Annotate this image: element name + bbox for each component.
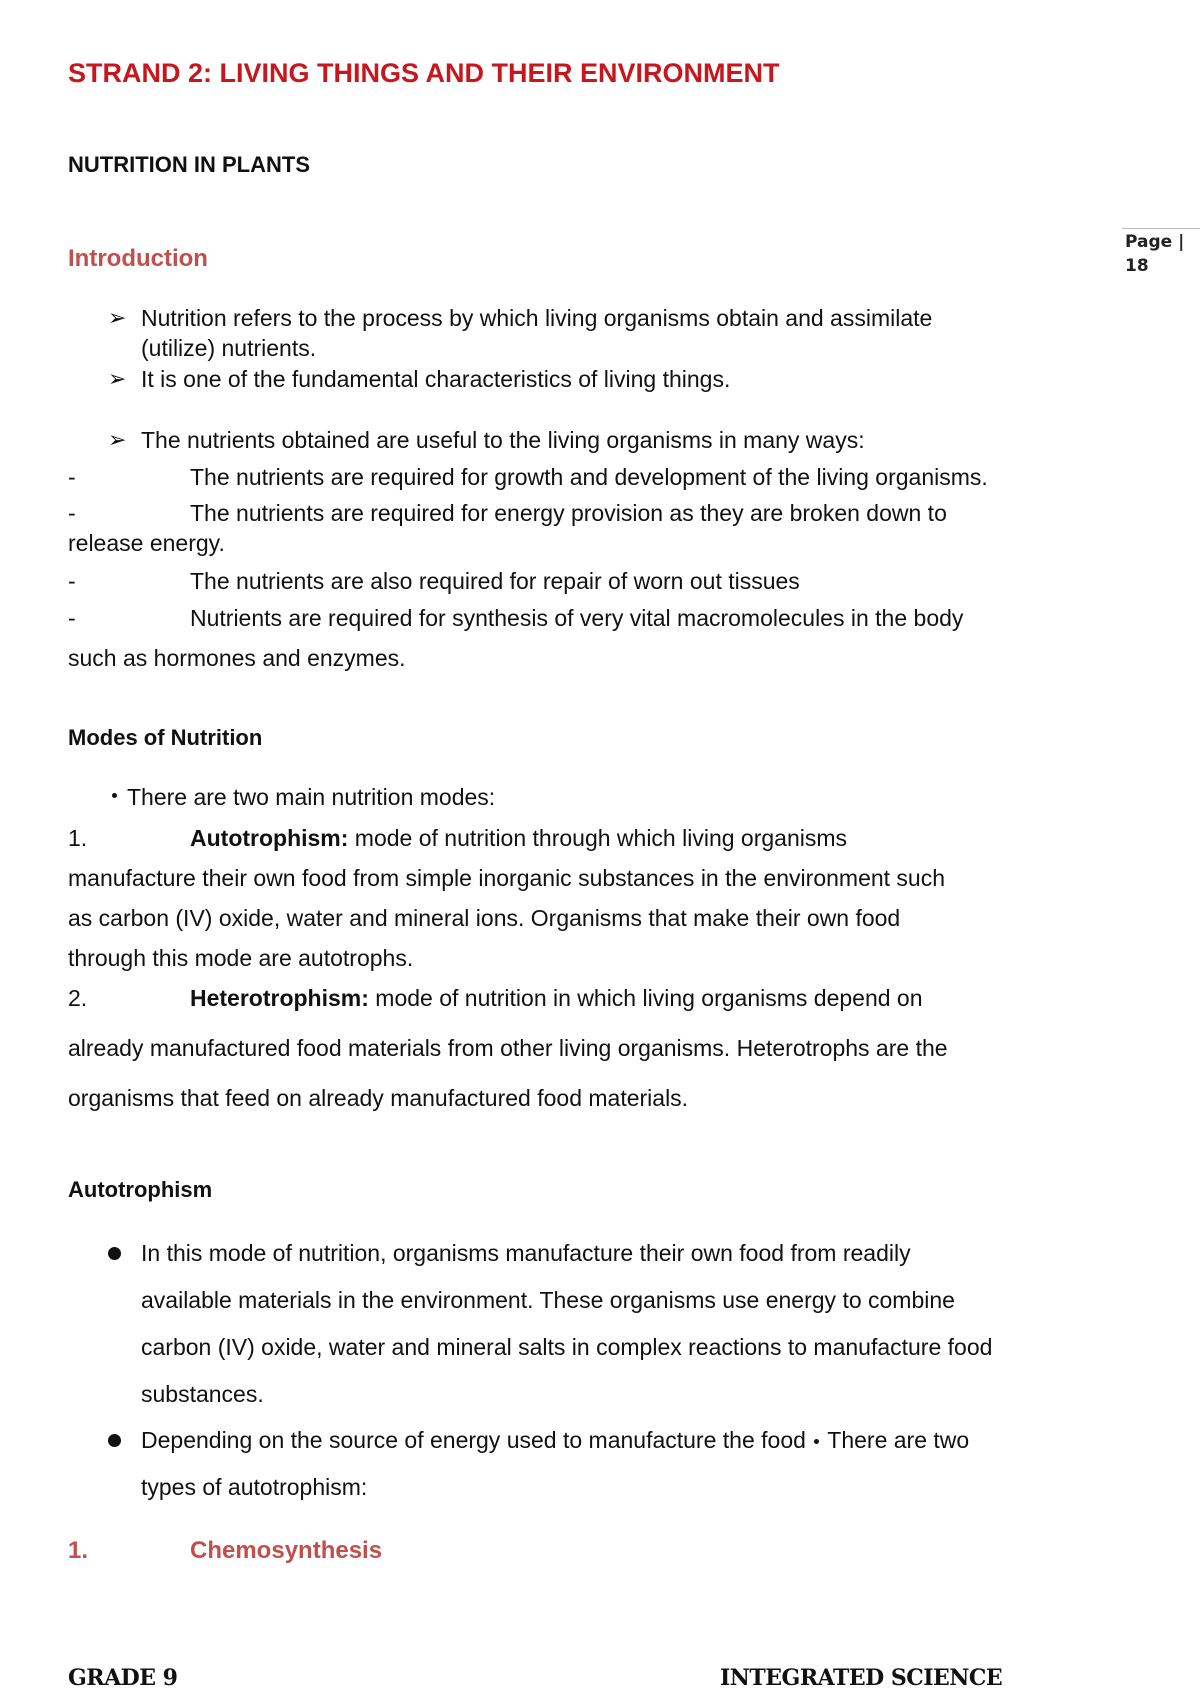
use-item-4-line-1: Nutrients are required for synthesis of very vital macromolecules in the body: [190, 605, 964, 631]
dash-marker: -: [68, 464, 76, 490]
mode-2-number: 2.: [68, 985, 88, 1011]
modes-heading: Modes of Nutrition: [68, 725, 263, 750]
chemosynthesis-number: 1.: [68, 1537, 89, 1564]
arrow-bullet-icon: ➢: [108, 427, 127, 452]
auto-bullet-1-line-1: In this mode of nutrition, organisms manufacture their own food from readily: [141, 1240, 911, 1266]
intro-bullet-2: It is one of the fundamental characteristics of living things.: [141, 366, 731, 392]
page-number-rule: [1122, 228, 1200, 229]
use-item-3: The nutrients are also required for repair of worn out tissues: [190, 568, 800, 594]
mode-1-line-1-text: mode of nutrition through which living organisms: [348, 825, 848, 851]
chemosynthesis-heading: Chemosynthesis: [190, 1537, 383, 1564]
auto-bullet-1-line-4: substances.: [141, 1381, 264, 1407]
intro-bullet-3: The nutrients obtained are useful to the living organisms in many ways:: [141, 427, 865, 453]
auto-bullet-1-line-2: available materials in the environment. These organisms use energy to combine: [141, 1287, 955, 1313]
auto-bullet-2-text-b: There are two: [821, 1427, 970, 1453]
page-number-label: Page | 18: [1125, 232, 1185, 276]
page-subtitle: NUTRITION IN PLANTS: [68, 152, 310, 177]
small-bullet-icon: [112, 793, 117, 798]
use-item-2-line-2: release energy.: [68, 530, 225, 556]
footer-grade: GRADE 9: [68, 1665, 178, 1691]
mode-1-term: Autotrophism:: [190, 825, 349, 851]
modes-intro: There are two main nutrition modes:: [127, 784, 496, 810]
auto-bullet-2-line-1: [141, 1425, 969, 1455]
round-bullet-icon: [108, 1434, 121, 1447]
introduction-heading: Introduction: [68, 245, 208, 272]
inline-bullet-icon: [814, 1439, 819, 1444]
mode-1-line-2: manufacture their own food from simple inorganic substances in the environment such: [68, 865, 946, 891]
mode-2-line-1: [190, 983, 923, 1013]
mode-1-number: 1.: [68, 825, 88, 851]
intro-bullet-1-line-2: (utilize) nutrients.: [141, 335, 317, 361]
round-bullet-icon: [108, 1247, 121, 1260]
arrow-bullet-icon: ➢: [108, 305, 127, 330]
mode-2-line-1-text: mode of nutrition in which living organisms depend on: [368, 985, 923, 1011]
use-item-1: The nutrients are required for growth and development of the living organisms.: [190, 464, 988, 490]
intro-bullet-1-line-1: Nutrition refers to the process by which living organisms obtain and assimilate: [141, 305, 933, 331]
dash-marker: -: [68, 568, 76, 594]
strand-title: STRAND 2: LIVING THINGS AND THEIR ENVIRONMENT: [68, 58, 780, 88]
dash-marker: -: [68, 605, 76, 631]
auto-bullet-1-line-3: carbon (IV) oxide, water and mineral salts in complex reactions to manufacture food: [141, 1334, 993, 1360]
auto-bullet-2-line-2: types of autotrophism:: [141, 1474, 368, 1500]
use-item-2-line-1: The nutrients are required for energy provision as they are broken down to: [190, 500, 947, 526]
arrow-bullet-icon: ➢: [108, 366, 127, 391]
mode-1-line-4: through this mode are autotrophs.: [68, 945, 414, 971]
mode-2-line-3: organisms that feed on already manufactured food materials.: [68, 1085, 689, 1111]
use-item-4-line-2: such as hormones and enzymes.: [68, 645, 406, 671]
mode-1-line-3: as carbon (IV) oxide, water and mineral ions. Organisms that make their own food: [68, 905, 901, 931]
footer-subject: INTEGRATED SCIENCE: [720, 1665, 1003, 1691]
autotrophism-heading: Autotrophism: [68, 1177, 213, 1202]
dash-marker: -: [68, 500, 76, 526]
mode-1-line-1: [190, 823, 847, 853]
mode-2-line-2: already manufactured food materials from other living organisms. Heterotrophs are the: [68, 1035, 948, 1061]
auto-bullet-2-text-a: Depending on the source of energy used to manufacture the food: [141, 1427, 806, 1453]
mode-2-term: Heterotrophism:: [190, 985, 369, 1011]
